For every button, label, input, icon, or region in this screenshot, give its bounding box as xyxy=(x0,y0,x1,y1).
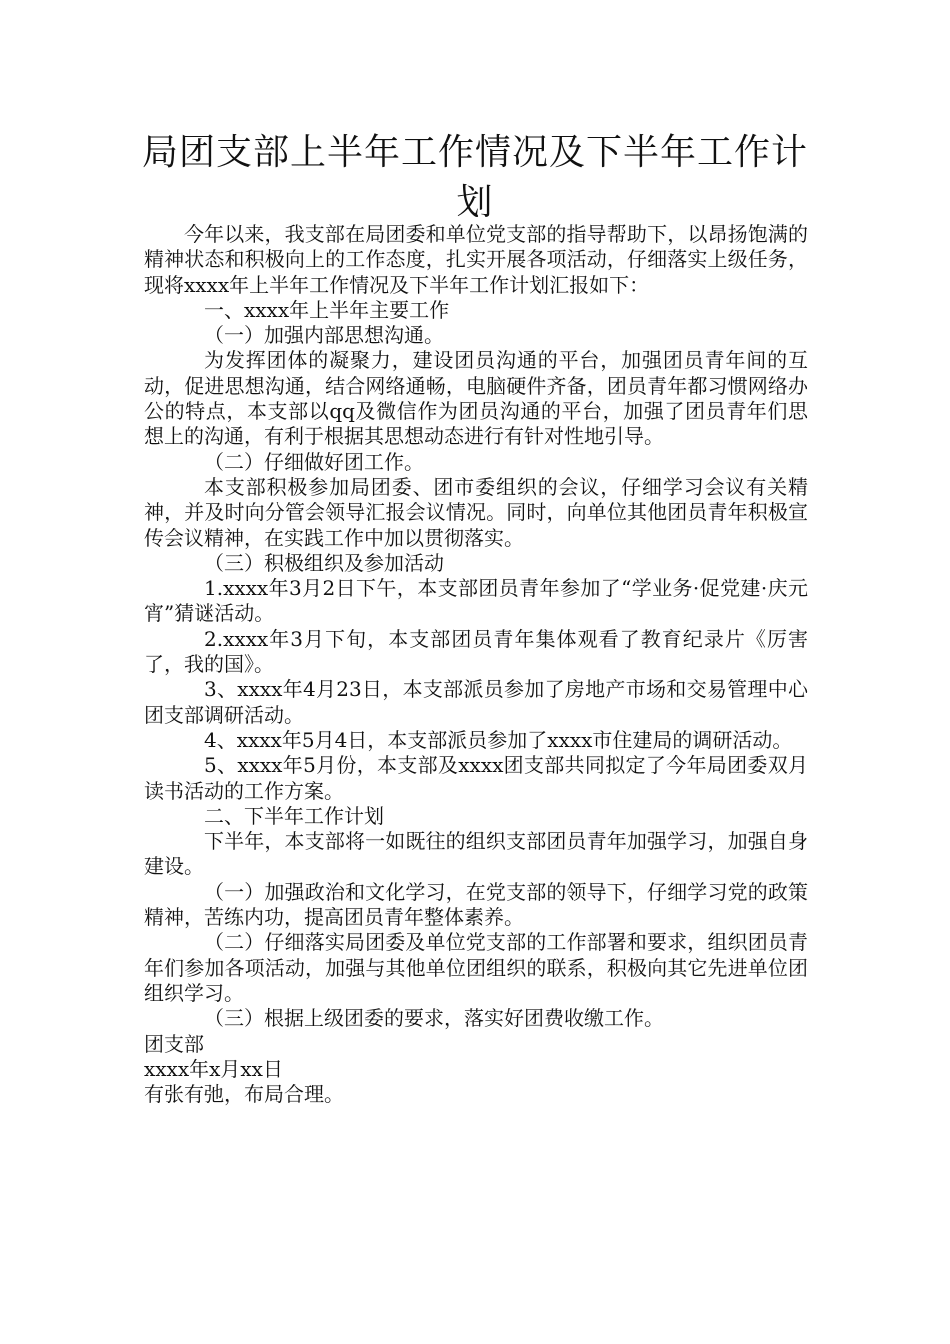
subheading-activities: （三）积极组织及参加活动 xyxy=(204,550,444,575)
signature-organization: 团支部 xyxy=(144,1031,204,1056)
activity-item-5: 5、xxxx年5月份，本支部及xxxx团支部共同拟定了今年局团委双月读书活动的工作方案。 xyxy=(144,753,808,803)
activity-item-1: 1.xxxx年3月2日下午，本支部团员青年参加了“学业务·促党建·庆元宵”猜谜活动。 xyxy=(144,576,808,626)
section-heading-first-half: 一、xxxx年上半年主要工作 xyxy=(204,297,450,322)
paragraph-league-work: 本支部积极参加局团委、团市委组织的会议，仔细学习会议有关精神，并及时向分管会领导汇报会议情况。同时，向单位其他团员青年积极宣传会议精神，在实践工作中加以贯彻落实。 xyxy=(144,474,808,550)
signature-date: xxxx年x月xx日 xyxy=(144,1056,283,1081)
section-heading-second-half: 二、下半年工作计划 xyxy=(204,803,384,828)
intro-paragraph: 今年以来，我支部在局团委和单位党支部的指导帮助下，以昂扬饱满的精神状态和积极向上的工作态度，扎实开展各项活动，仔细落实上级任务，现将xxxx年上半年工作情况及下半年工作计划汇报如下： xyxy=(144,222,808,297)
activity-item-3: 3、xxxx年4月23日，本支部派员参加了房地产市场和交易管理中心团支部调研活动。 xyxy=(144,677,808,727)
closing-note: 有张有弛，布局合理。 xyxy=(144,1082,344,1107)
activity-item-2: 2.xxxx年3月下旬，本支部团员青年集体观看了教育纪录片《厉害了，我的国》。 xyxy=(144,626,808,677)
subheading-communication: （一）加强内部思想沟通。 xyxy=(204,323,444,348)
document-title: 局团支部上半年工作情况及下半年工作计划 xyxy=(141,132,808,223)
plan-item-2: （二）仔细落实局团委及单位党支部的工作部署和要求，组织团员青年们参加各项活动，加强与其他单位团组织的联系，积极向其它先进单位团组织学习。 xyxy=(144,930,808,1005)
paragraph-second-half-intro: 下半年，本支部将一如既往的组织支部团员青年加强学习，加强自身建设。 xyxy=(144,829,808,879)
paragraph-communication: 为发挥团体的凝聚力，建设团员沟通的平台，加强团员青年间的互动，促进思想沟通，结合网络通畅，电脑硬件齐备，团员青年都习惯网络办公的特点，本支部以qq及微信作为团员沟通的平台，加强了团员青年们思想上的沟通，有利于根据其思想动态进行有针对性地引导。 xyxy=(144,348,808,449)
plan-item-1: （一）加强政治和文化学习，在党支部的领导下，仔细学习党的政策精神，苦练内功，提高团员青年整体素养。 xyxy=(144,879,808,930)
subheading-league-work: （二）仔细做好团工作。 xyxy=(204,449,424,474)
plan-item-3: （三）根据上级团委的要求，落实好团费收缴工作。 xyxy=(204,1006,664,1031)
document-body xyxy=(144,222,808,1107)
activity-item-4: 4、xxxx年5月4日，本支部派员参加了xxxx市住建局的调研活动。 xyxy=(204,727,793,752)
